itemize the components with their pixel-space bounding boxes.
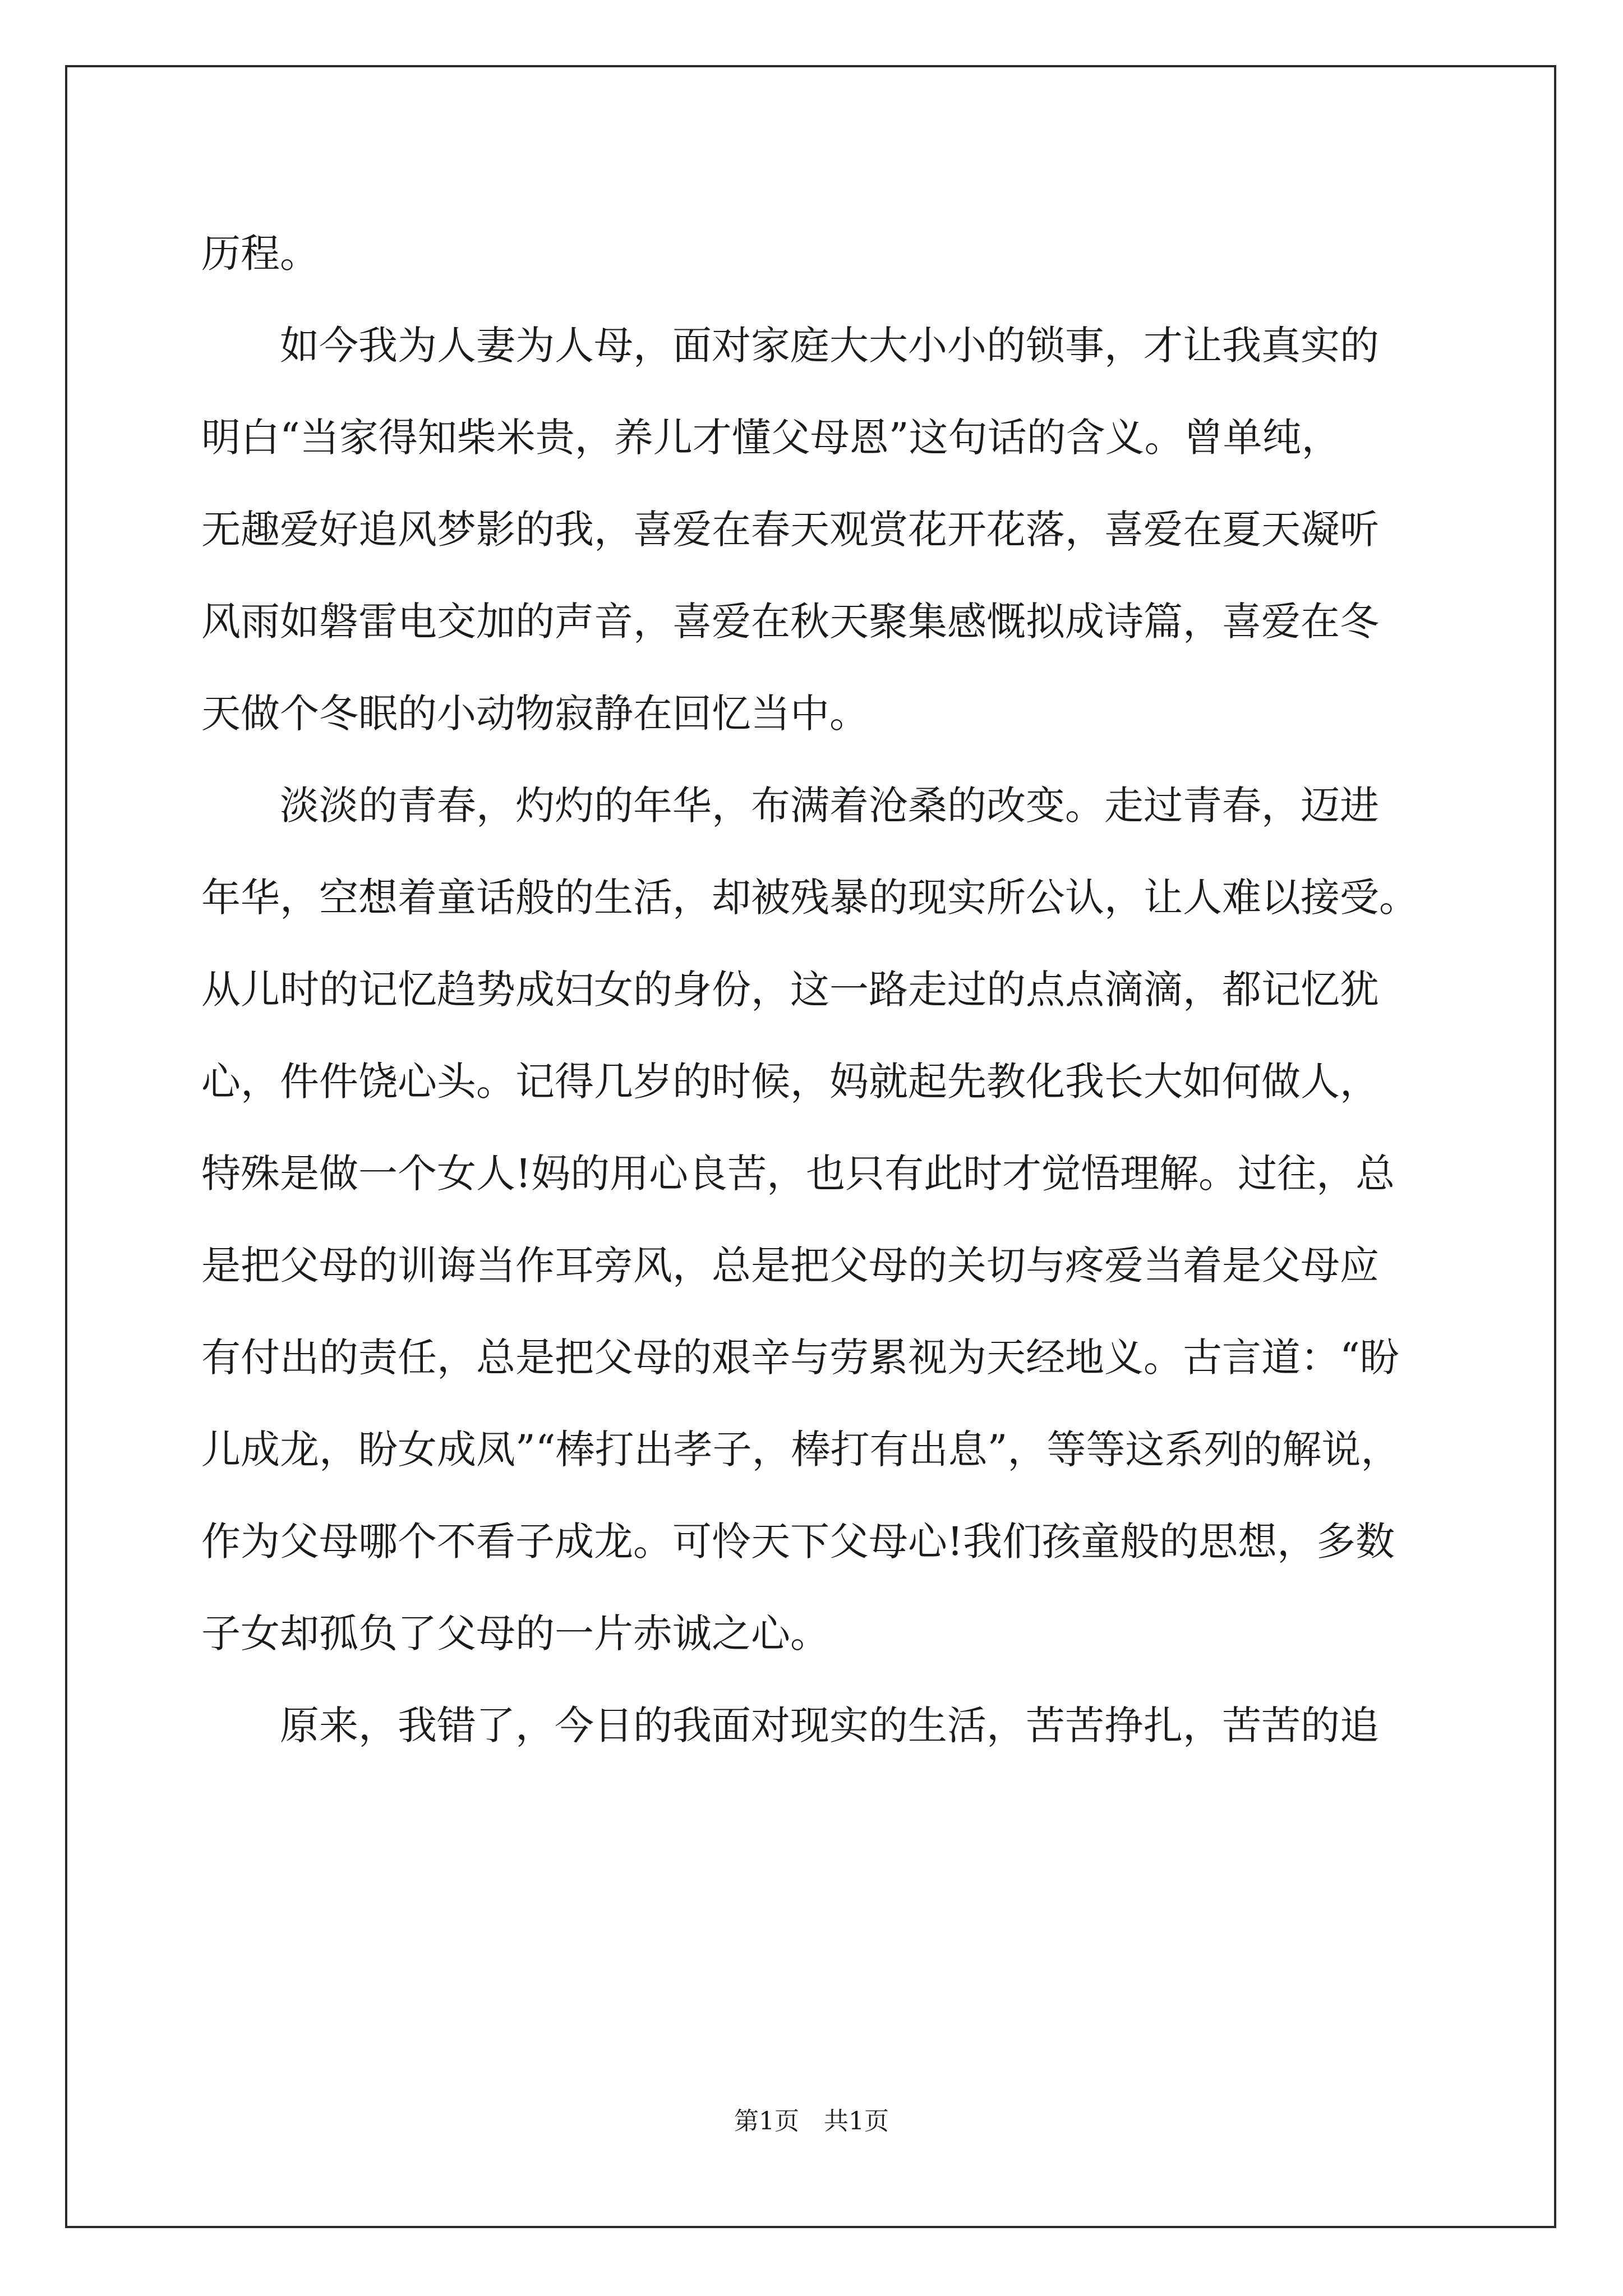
text-line: 儿成龙，盼女成凤”“棒打出孝子，棒打有出息”，等等这系列的解说，: [201, 1427, 1400, 1473]
paragraph: [201, 760, 1443, 1680]
text-line: 明白“当家得知柴米贵，养儿才懂父母恩”这句话的含义。曾单纯，: [201, 415, 1341, 461]
text-line: 淡淡的青春，灼灼的年华，布满着沧桑的改变。走过青春，迈进: [280, 783, 1379, 829]
text-line: 子女却孤负了父母的一片赤诚之心。: [201, 1611, 829, 1657]
page-total: 共1页: [824, 2107, 889, 2136]
text-line: 特殊是做一个女人!妈的用心良苦，也只有此时才觉悟理解。过往，总: [201, 1151, 1395, 1197]
text-line: 风雨如磐雷电交加的声音，喜爱在秋天聚集感慨拟成诗篇，喜爱在冬: [201, 599, 1379, 645]
text-line: 心，件件饶心头。记得几岁的时候，妈就起先教化我长大如何做人，: [201, 1059, 1379, 1105]
text-line: 是把父母的训诲当作耳旁风，总是把父母的关切与疼爱当着是父母应: [201, 1243, 1379, 1289]
text-line: 有付出的责任，总是把父母的艰辛与劳累视为天经地义。古言道：“盼: [201, 1335, 1399, 1381]
paragraph: [201, 1680, 1443, 1772]
text-line: 无趣爱好追风梦影的我，喜爱在春天观赏花开花落，喜爱在夏天凝听: [201, 507, 1379, 553]
text-line: 原来，我错了，今日的我面对现实的生活，苦苦挣扎，苦苦的追: [280, 1703, 1379, 1749]
page-number: 第1页: [734, 2107, 799, 2136]
document-body: [201, 208, 1443, 1772]
paragraph: [201, 300, 1443, 760]
text-line: 天做个冬眠的小动物寂静在回忆当中。: [201, 691, 869, 737]
paragraph: [201, 208, 1443, 300]
text-line: 如今我为人妻为人母，面对家庭大大小小的锁事，才让我真实的: [280, 323, 1379, 369]
text-line: 作为父母哪个不看子成龙。可怜天下父母心!我们孩童般的思想，多数: [201, 1519, 1395, 1565]
text-line: 年华，空想着童话般的生活，却被残暴的现实所公认，让人难以接受。: [201, 875, 1418, 921]
page-footer: [0, 2101, 1623, 2137]
text-line: 从儿时的记忆趋势成妇女的身份，这一路走过的点点滴滴，都记忆犹: [201, 967, 1379, 1013]
text-line: 历程。: [201, 231, 319, 277]
